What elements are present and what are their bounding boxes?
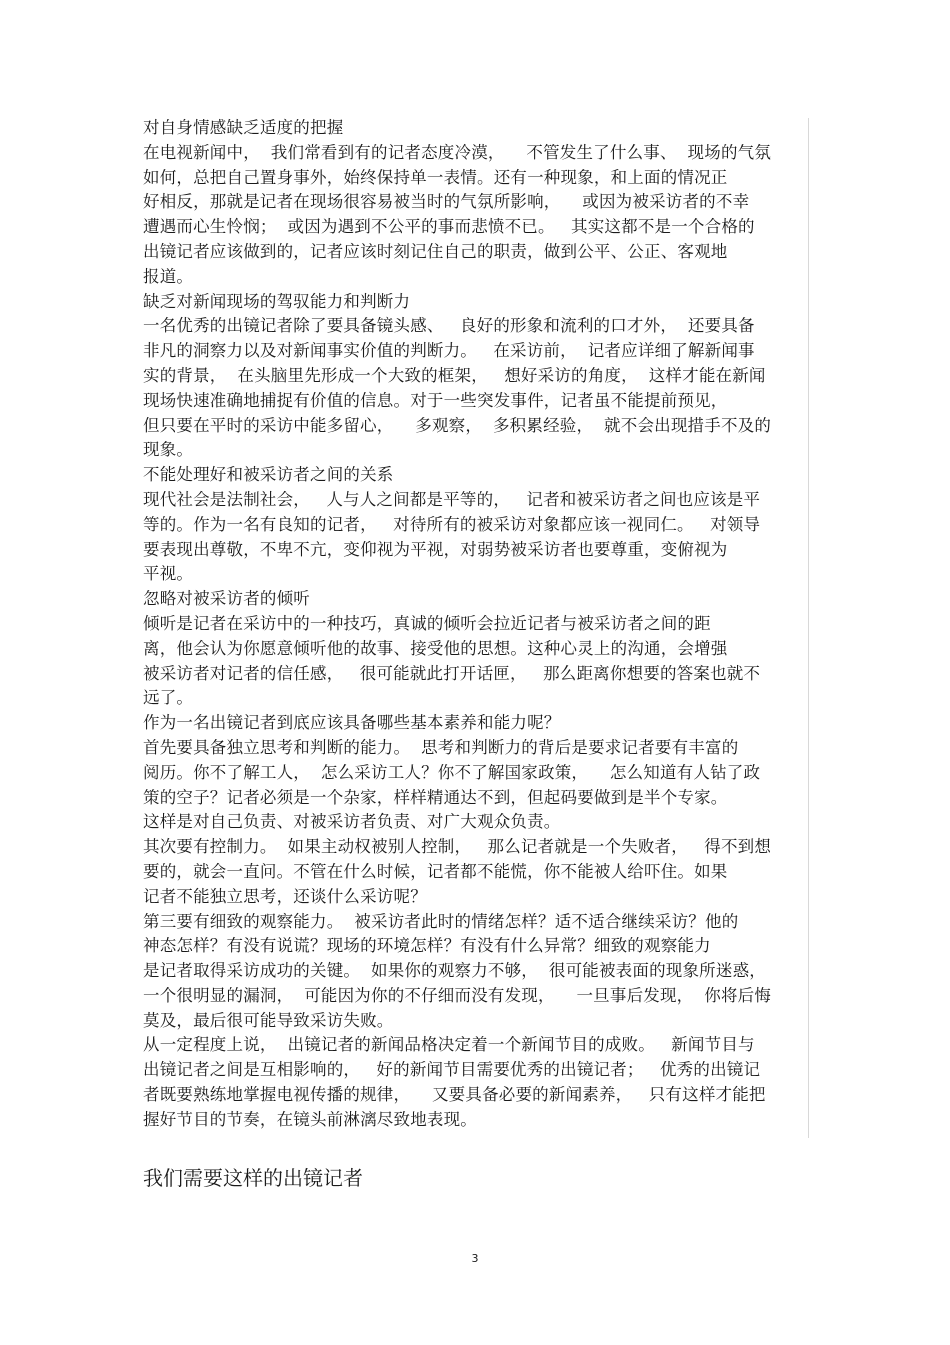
text-line: 现代社会是法制社会， 人与人之间都是平等的， 记者和被采访者之间也应该是平 — [143, 489, 761, 509]
text-line: 记者不能独立思考，还谈什么采访呢？ — [143, 886, 427, 906]
text-line: 这样是对自己负责、对被采访者负责、对广大观众负责。 — [143, 812, 561, 832]
text-line: 被采访者对记者的信任感， 很可能就此打开话匣， 那么距离你想要的答案也就不 — [143, 663, 761, 683]
text-line: 实的背景， 在头脑里先形成一个大致的框架， 想好采访的角度， 这样才能在新闻 — [143, 365, 766, 385]
text-line: 如何，总把自己置身事外，始终保持单一表情。还有一种现象，和上面的情况正 — [143, 167, 728, 187]
text-line: 出镜记者之间是互相影响的， 好的新闻节目需要优秀的出镜记者； 优秀的出镜记 — [143, 1060, 761, 1080]
body-text — [143, 116, 808, 1133]
text-line: 者既要熟练地掌握电视传播的规律， 又要具备必要的新闻素养， 只有这样才能把 — [143, 1085, 766, 1105]
text-line: 握好节目的节奏，在镜头前淋漓尽致地表现。 — [143, 1109, 477, 1129]
text-line: 好相反，那就是记者在现场很容易被当时的气氛所影响， 或因为被采访者的不幸 — [143, 192, 750, 212]
page-number: 3 — [471, 1252, 479, 1265]
text-line: 忽略对被采访者的倾听 — [143, 589, 310, 609]
text-line: 对自身情感缺乏适度的把握 — [143, 118, 344, 137]
text-line: 现场快速准确地捕捉有价值的信息。对于一些突发事件，记者虽不能提前预见， — [143, 390, 728, 410]
text-line: 神态怎样？有没有说谎？现场的环境怎样？有没有什么异常？细致的观察能力 — [143, 936, 711, 956]
text-line: 缺乏对新闻现场的驾驭能力和判断力 — [143, 291, 411, 311]
text-line: 出镜记者应该做到的，记者应该时刻记住自己的职责，做到公平、公正、客观地 — [143, 241, 728, 261]
text-line: 从一定程度上说， 出镜记者的新闻品格决定着一个新闻节目的成败。 新闻节目与 — [143, 1035, 755, 1055]
text-line: 现象。 — [143, 440, 194, 460]
text-line: 其次要有控制力。 如果主动权被别人控制， 那么记者就是一个失败者， 得不到想 — [143, 837, 772, 857]
text-line: 离，他会认为你愿意倾听他的故事、接受他的思想。这种心灵上的沟通，会增强 — [143, 638, 728, 658]
text-line: 一名优秀的出镜记者除了要具备镜头感、 良好的形象和流利的口才外， 还要具备 — [143, 316, 755, 336]
text-line: 莫及，最后很可能导致采访失败。 — [143, 1010, 394, 1030]
text-line: 要的，就会一直问。不管在什么时候，记者都不能慌，你不能被人给吓住。如果 — [143, 861, 728, 881]
text-line: 倾听是记者在采访中的一种技巧，真诚的倾听会拉近记者与被采访者之间的距 — [143, 613, 711, 633]
text-line: 一个很明显的漏洞， 可能因为你的不仔细而没有发现， 一旦事后发现， 你将后悔 — [143, 985, 772, 1005]
text-line: 远了。 — [143, 688, 194, 708]
text-line: 在电视新闻中， 我们常看到有的记者态度冷漠， 不管发生了什么事、 现场的气氛 — [143, 142, 772, 162]
text-line: 是记者取得采访成功的关键。 如果你的观察力不够， 很可能被表面的现象所迷惑， — [143, 961, 766, 981]
text-line: 要表现出尊敬，不卑不亢，变仰视为平视，对弱势被采访者也要尊重，变俯视为 — [143, 539, 728, 559]
text-line: 第三要有细致的观察能力。 被采访者此时的情绪怎样？适不适合继续采访？他的 — [143, 911, 739, 931]
text-line: 非凡的洞察力以及对新闻事实价值的判断力。 在采访前， 记者应详细了解新闻事 — [143, 341, 755, 361]
text-line: 阅历。你不了解工人， 怎么采访工人？你不了解国家政策， 怎么知道有人钻了政 — [143, 762, 761, 782]
text-line: 作为一名出镜记者到底应该具备哪些基本素养和能力呢？ — [143, 713, 561, 733]
section-title: 我们需要这样的出镜记者 — [143, 1166, 363, 1190]
margin-rule — [808, 118, 809, 1138]
text-line: 遭遇而心生怜悯； 或因为遇到不公平的事而悲愤不已。 其实这都不是一个合格的 — [143, 217, 755, 237]
text-line: 首先要具备独立思考和判断的能力。 思考和判断力的背后是要求记者要有丰富的 — [143, 737, 739, 757]
text-line: 策的空子？记者必须是一个杂家，样样精通达不到，但起码要做到是半个专家。 — [143, 787, 728, 807]
text-line: 等的。作为一名有良知的记者， 对待所有的被采访对象都应该一视同仁。 对领导 — [143, 514, 761, 534]
text-line: 报道。 — [143, 266, 194, 286]
text-line: 不能处理好和被采访者之间的关系 — [143, 465, 394, 485]
text-line: 平视。 — [143, 564, 194, 584]
text-line: 但只要在平时的采访中能多留心， 多观察， 多积累经验， 就不会出现措手不及的 — [143, 415, 772, 435]
